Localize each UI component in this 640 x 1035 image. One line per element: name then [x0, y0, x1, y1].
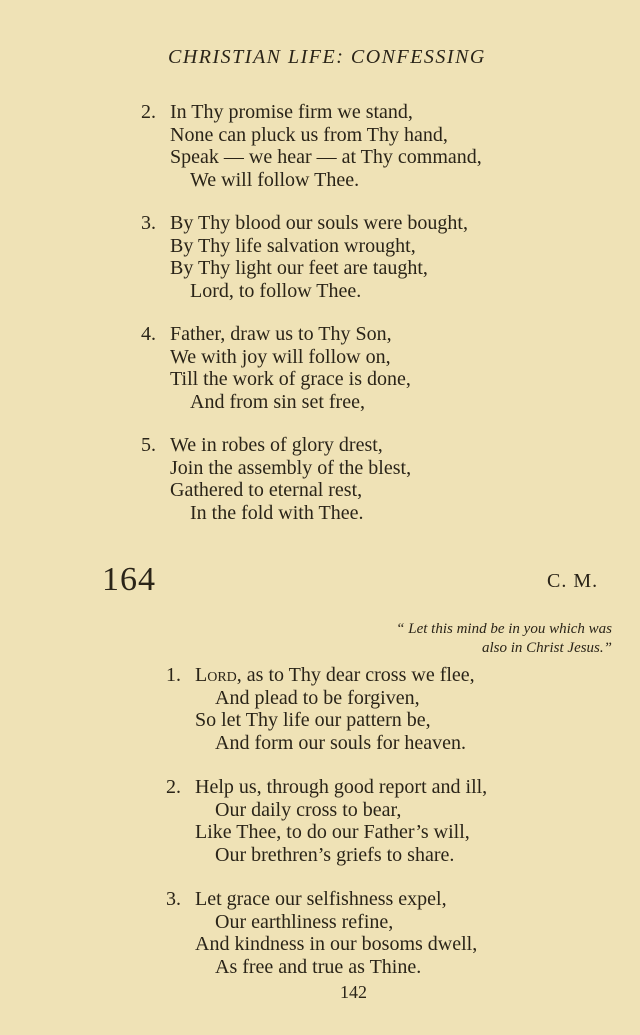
verse-line: So let Thy life our pattern be,: [195, 709, 431, 731]
verse-line: We in robes of glory drest,: [170, 434, 383, 456]
page-number: 142: [340, 982, 367, 1002]
verse-line: Gathered to eternal rest,: [170, 479, 363, 501]
epigraph-line: also in Christ Jesus.”: [481, 640, 612, 656]
epigraph-line: “ Let this mind be in you which was: [396, 621, 612, 637]
verse-line: We will follow Thee.: [190, 168, 360, 191]
stanza-b-2: [166, 776, 488, 866]
stanza-number: 1.: [166, 664, 181, 686]
verse-line: Let grace our selfishness expel,: [195, 888, 447, 910]
stanza-number: 3.: [141, 212, 156, 234]
verse-line: In Thy promise firm we stand,: [170, 101, 413, 123]
verse-line: Lord, to follow Thee.: [190, 279, 362, 302]
first-word: Lord,: [195, 664, 242, 686]
verse-line: None can pluck us from Thy hand,: [170, 123, 448, 146]
verse-line: Our brethren’s griefs to share.: [215, 843, 455, 866]
verse-line: And kindness in our bosoms dwell,: [195, 933, 478, 955]
verse-line: By Thy life salvation wrought,: [170, 234, 416, 257]
stanza-a-5: [141, 434, 412, 524]
verse-line: Help us, through good report and ill,: [195, 776, 488, 798]
hymn-meter: C. M.: [547, 570, 599, 592]
stanza-number: 4.: [141, 323, 156, 345]
stanza-a-2: [141, 101, 482, 191]
verse-line: Like Thee, to do our Father’s will,: [195, 821, 470, 843]
verse-line: By Thy light our feet are taught,: [170, 257, 428, 279]
stanza-number: 5.: [141, 434, 156, 456]
verse-line: As free and true as Thine.: [215, 955, 422, 978]
stanza-number: 3.: [166, 888, 181, 910]
verse-line: Our earthliness refine,: [215, 910, 394, 933]
stanza-a-4: [141, 323, 411, 413]
verse-line: Till the work of grace is done,: [170, 368, 411, 390]
verse-line: as to Thy dear cross we flee,: [241, 664, 475, 686]
running-head: CHRISTIAN LIFE: CONFESSING: [168, 46, 486, 68]
verse-line: We with joy will follow on,: [170, 345, 391, 368]
stanza-b-1: [166, 664, 475, 754]
stanza-b-3: [166, 888, 478, 978]
verse-line: Join the assembly of the blest,: [170, 456, 412, 479]
stanza-a-3: [141, 212, 468, 302]
verse-line: By Thy blood our souls were bought,: [170, 212, 468, 234]
verse-line: And form our souls for heaven.: [215, 731, 467, 754]
verse-line: Father, draw us to Thy Son,: [170, 323, 392, 345]
verse-line: Speak — we hear — at Thy command,: [170, 146, 482, 168]
epigraph: [396, 620, 612, 658]
verse-line: In the fold with Thee.: [190, 501, 364, 524]
hymn-number: 164: [102, 561, 156, 598]
verse-line: And plead to be forgiven,: [215, 686, 420, 709]
verse-line: And from sin set free,: [190, 390, 365, 413]
verse-line: Our daily cross to bear,: [215, 798, 402, 821]
stanza-number: 2.: [141, 101, 156, 123]
stanza-number: 2.: [166, 776, 181, 798]
